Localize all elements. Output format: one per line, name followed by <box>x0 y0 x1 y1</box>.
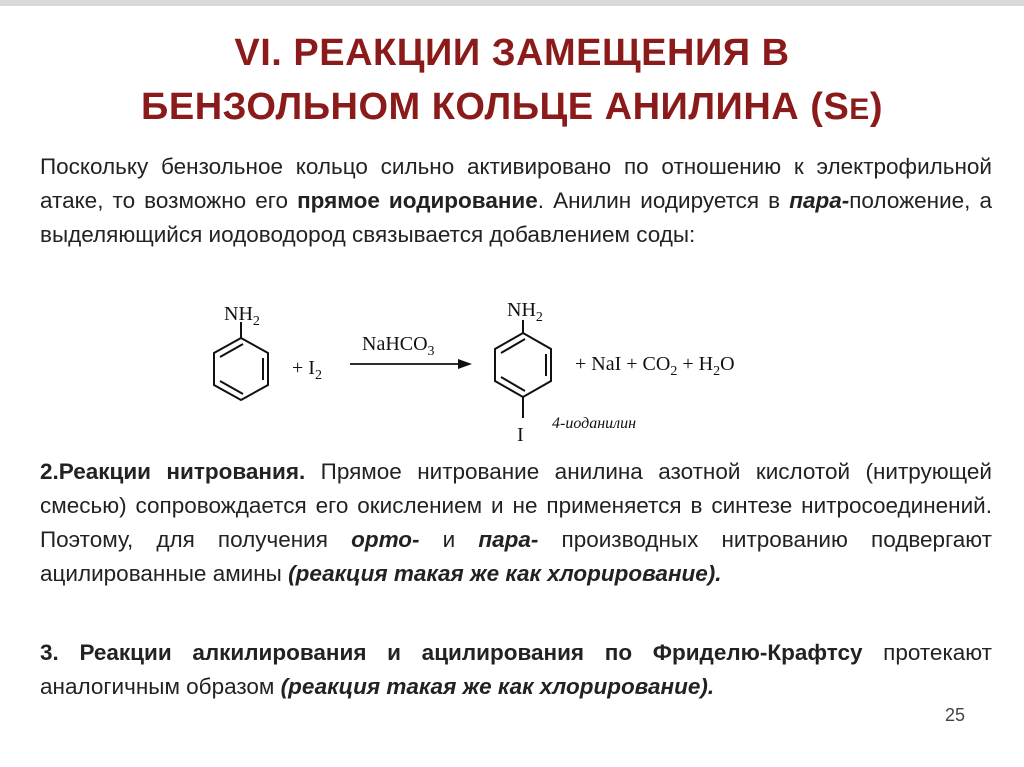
iodination-reaction-scheme <box>0 292 1024 452</box>
aniline-structure <box>214 322 268 400</box>
iodine-reagent: + $I_2$ <box>292 357 322 383</box>
byproducts-label: + NaI + $CO_2 + H_2O$ <box>575 353 735 379</box>
slide-title <box>0 26 1024 137</box>
paragraph-friedel-crafts: 3. Реакции алкилирования и ацилирования по Фриделю-Крафтсу протекают аналогичным образом (реакция такая же как хлорирование). <box>40 640 992 699</box>
slide-number: 25 <box>945 705 966 725</box>
iodo-label: I <box>517 424 524 446</box>
paragraph-nitration: 2.Реакции нитрования. Прямое нитрование анилина азотной кислотой (нитрующей смесью) сопровождается его окислением и не применяется в синтезе нитросоединений. Поэтому, для получения орто- и пара- производных нитрованию подвергают ацилированные амины (реакция такая же как хлорирование). <box>40 459 992 586</box>
title-line-2: БЕНЗОЛЬНОМ КОЛЬЦЕ АНИЛИНА (SE) <box>141 86 883 128</box>
nh2-left-label: $NH_2$ <box>224 303 260 329</box>
top-border <box>0 0 1024 6</box>
product-name-label: 4-иоданилин <box>552 415 637 432</box>
nh2-right-label: $NH_2$ <box>507 299 543 325</box>
reaction-arrow <box>350 359 472 369</box>
reagent-label: NaHCO$_3$ <box>362 333 435 359</box>
title-line-1: VI. РЕАКЦИИ ЗАМЕЩЕНИЯ В <box>234 32 790 74</box>
paragraph-iodination: Поскольку бензольное кольцо сильно активировано по отношению к электрофильной атаке, то возможно его прямое иодирование. Анилин иодируется в пара-положение, а выделяющийся иодоводород связывается добавлением соды: <box>40 154 992 247</box>
iodoaniline-structure <box>495 320 551 418</box>
